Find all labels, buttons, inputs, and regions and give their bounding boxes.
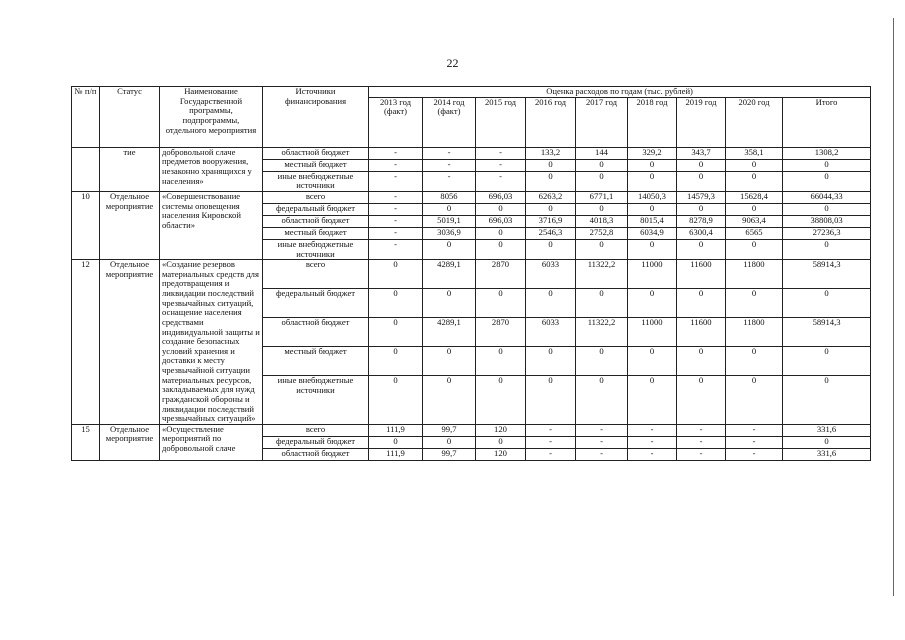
header-year: 2013 год (факт) bbox=[369, 97, 423, 147]
row-value-cell: 358,1 bbox=[726, 147, 783, 159]
row-value-cell: 329,2 bbox=[628, 147, 677, 159]
row-source: областной бюджет bbox=[263, 147, 369, 159]
row-value-cell: 0 bbox=[726, 375, 783, 424]
row-total-cell: 0 bbox=[783, 436, 871, 448]
row-total-cell: 0 bbox=[783, 171, 871, 191]
header-year: 2018 год bbox=[628, 97, 677, 147]
row-value-cell: - bbox=[369, 227, 423, 239]
row-value-cell: 111,9 bbox=[369, 448, 423, 460]
row-value-cell: 0 bbox=[476, 289, 526, 318]
row-source: иные внебюджетные источники bbox=[263, 375, 369, 424]
row-value-cell: 6771,1 bbox=[576, 191, 628, 203]
row-value-cell: 120 bbox=[476, 424, 526, 436]
row-value-cell: 111,9 bbox=[369, 424, 423, 436]
header-year: 2020 год bbox=[726, 97, 783, 147]
row-value-cell: - bbox=[476, 147, 526, 159]
row-value-cell: 0 bbox=[476, 227, 526, 239]
row-value-cell: 0 bbox=[369, 289, 423, 318]
row-total-cell: 38808,03 bbox=[783, 215, 871, 227]
row-value-cell: 99,7 bbox=[423, 448, 476, 460]
row-value-cell: 0 bbox=[576, 375, 628, 424]
row-value-cell: 0 bbox=[726, 203, 783, 215]
row-value-cell: - bbox=[423, 159, 476, 171]
row-value-cell: 8015,4 bbox=[628, 215, 677, 227]
row-total-cell: 58914,3 bbox=[783, 318, 871, 347]
row-value-cell: - bbox=[423, 171, 476, 191]
row-source: местный бюджет bbox=[263, 346, 369, 375]
row-source: иные внебюджетные источники bbox=[263, 239, 369, 259]
row-value-cell: 0 bbox=[526, 375, 576, 424]
row-source: федеральный бюджет bbox=[263, 203, 369, 215]
row-value-cell: 3036,9 bbox=[423, 227, 476, 239]
row-value-cell: - bbox=[369, 239, 423, 259]
row-value-cell: 0 bbox=[476, 375, 526, 424]
row-value-cell: 0 bbox=[726, 171, 783, 191]
row-value-cell: 0 bbox=[369, 260, 423, 289]
row-value-cell: 0 bbox=[476, 203, 526, 215]
row-value-cell: 0 bbox=[476, 346, 526, 375]
row-program-name: добровольной слаче предметов вооружения, незаконно хранящихся у населения» bbox=[160, 147, 263, 191]
row-value-cell: 0 bbox=[576, 239, 628, 259]
row-value-cell: - bbox=[369, 159, 423, 171]
row-value-cell: - bbox=[677, 448, 726, 460]
row-total-cell: 331,6 bbox=[783, 424, 871, 436]
row-value-cell: - bbox=[369, 171, 423, 191]
row-value-cell: 0 bbox=[726, 346, 783, 375]
row-value-cell: 14579,3 bbox=[677, 191, 726, 203]
row-value-cell: 0 bbox=[677, 159, 726, 171]
row-source: федеральный бюджет bbox=[263, 436, 369, 448]
row-value-cell: 0 bbox=[628, 289, 677, 318]
row-value-cell: - bbox=[369, 203, 423, 215]
row-total-cell: 0 bbox=[783, 346, 871, 375]
row-value-cell: 11800 bbox=[726, 318, 783, 347]
row-number bbox=[72, 147, 100, 191]
row-value-cell: - bbox=[526, 436, 576, 448]
row-value-cell: 8278,9 bbox=[677, 215, 726, 227]
table-body bbox=[72, 147, 871, 460]
row-total-cell: 331,6 bbox=[783, 448, 871, 460]
row-value-cell: 144 bbox=[576, 147, 628, 159]
header-year: 2015 год bbox=[476, 97, 526, 147]
row-value-cell: 6034,9 bbox=[628, 227, 677, 239]
row-total-cell: 0 bbox=[783, 289, 871, 318]
row-value-cell: 0 bbox=[726, 289, 783, 318]
row-value-cell: 133,2 bbox=[526, 147, 576, 159]
header-estimate: Оценка расходов по годам (тыс. рублей) bbox=[369, 87, 871, 98]
header-program-name: Наименование Государственной программы, подпрограммы, отдельного мероприятия bbox=[160, 87, 263, 148]
row-value-cell: - bbox=[369, 147, 423, 159]
row-value-cell: 0 bbox=[628, 375, 677, 424]
row-value-cell: 0 bbox=[423, 375, 476, 424]
row-source: областной бюджет bbox=[263, 318, 369, 347]
row-value-cell: 0 bbox=[576, 346, 628, 375]
row-value-cell: 0 bbox=[526, 346, 576, 375]
row-value-cell: 9063,4 bbox=[726, 215, 783, 227]
row-value-cell: 0 bbox=[423, 346, 476, 375]
row-value-cell: 0 bbox=[369, 346, 423, 375]
row-status: тие bbox=[100, 147, 160, 191]
header-year: 2016 год bbox=[526, 97, 576, 147]
row-program-name: «Осуществление мероприятий по добровольной слаче bbox=[160, 424, 263, 460]
row-value-cell: 0 bbox=[677, 171, 726, 191]
row-value-cell: 3716,9 bbox=[526, 215, 576, 227]
row-value-cell: 0 bbox=[576, 289, 628, 318]
row-program-name: «Создание резервов материальных средств для предотвращения и ликвидации последствий чрезвычайных ситуаций, оснащение населения средствами индивидуальной защиты и создание безопасных условий хранения и доставки к месту чрезвычайной ситуации материальных ресурсов, закладываемых для нужд гражданской обороны и ликвидации последствий чрезвычайных ситуаций» bbox=[160, 260, 263, 425]
row-total-cell: 66044,33 bbox=[783, 191, 871, 203]
row-status: Отдельное мероприятие bbox=[100, 191, 160, 259]
row-value-cell: 0 bbox=[576, 171, 628, 191]
row-value-cell: 0 bbox=[677, 375, 726, 424]
scan-edge-line bbox=[893, 18, 894, 596]
row-status: Отдельное мероприятие bbox=[100, 424, 160, 460]
row-value-cell: - bbox=[628, 448, 677, 460]
row-number: 10 bbox=[72, 191, 100, 259]
row-value-cell: 0 bbox=[576, 159, 628, 171]
row-value-cell: - bbox=[726, 448, 783, 460]
row-value-cell: 0 bbox=[628, 346, 677, 375]
row-value-cell: - bbox=[423, 147, 476, 159]
row-value-cell: 14050,3 bbox=[628, 191, 677, 203]
row-value-cell: 0 bbox=[476, 436, 526, 448]
row-value-cell: 2870 bbox=[476, 260, 526, 289]
row-value-cell: 0 bbox=[476, 239, 526, 259]
row-value-cell: 99,7 bbox=[423, 424, 476, 436]
row-value-cell: - bbox=[526, 448, 576, 460]
row-source: областной бюджет bbox=[263, 215, 369, 227]
row-value-cell: 11000 bbox=[628, 318, 677, 347]
row-value-cell: 0 bbox=[628, 239, 677, 259]
row-value-cell: 8056 bbox=[423, 191, 476, 203]
row-source: областной бюджет bbox=[263, 448, 369, 460]
row-total-cell: 1308,2 bbox=[783, 147, 871, 159]
table-row bbox=[72, 147, 871, 159]
row-total-cell: 58914,3 bbox=[783, 260, 871, 289]
header-year: 2017 год bbox=[576, 97, 628, 147]
row-value-cell: - bbox=[369, 215, 423, 227]
row-value-cell: - bbox=[628, 436, 677, 448]
row-value-cell: - bbox=[576, 424, 628, 436]
row-value-cell: 2870 bbox=[476, 318, 526, 347]
row-total-cell: 27236,3 bbox=[783, 227, 871, 239]
row-value-cell: 11322,2 bbox=[576, 260, 628, 289]
row-value-cell: - bbox=[476, 171, 526, 191]
row-number: 15 bbox=[72, 424, 100, 460]
row-total-cell: 0 bbox=[783, 239, 871, 259]
row-value-cell: 0 bbox=[423, 239, 476, 259]
row-value-cell: 120 bbox=[476, 448, 526, 460]
row-total-cell: 0 bbox=[783, 375, 871, 424]
row-value-cell: 6263,2 bbox=[526, 191, 576, 203]
row-value-cell: - bbox=[369, 191, 423, 203]
row-value-cell: 0 bbox=[526, 159, 576, 171]
table-row bbox=[72, 424, 871, 436]
row-value-cell: - bbox=[677, 436, 726, 448]
row-value-cell: 0 bbox=[726, 239, 783, 259]
row-value-cell: 11800 bbox=[726, 260, 783, 289]
row-value-cell: 0 bbox=[576, 203, 628, 215]
row-value-cell: 343,7 bbox=[677, 147, 726, 159]
row-source: местный бюджет bbox=[263, 159, 369, 171]
row-value-cell: - bbox=[526, 424, 576, 436]
row-value-cell: 15628,4 bbox=[726, 191, 783, 203]
row-value-cell: 0 bbox=[628, 159, 677, 171]
row-value-cell: 0 bbox=[677, 346, 726, 375]
row-value-cell: - bbox=[726, 436, 783, 448]
header-status: Статус bbox=[100, 87, 160, 148]
row-value-cell: 0 bbox=[628, 203, 677, 215]
header-year: 2019 год bbox=[677, 97, 726, 147]
row-value-cell: 0 bbox=[726, 159, 783, 171]
row-value-cell: 0 bbox=[526, 171, 576, 191]
row-source: всего bbox=[263, 260, 369, 289]
row-total-cell: 0 bbox=[783, 159, 871, 171]
row-value-cell: 2546,3 bbox=[526, 227, 576, 239]
row-value-cell: 5019,1 bbox=[423, 215, 476, 227]
row-value-cell: - bbox=[476, 159, 526, 171]
row-value-cell: 4018,3 bbox=[576, 215, 628, 227]
header-sources: Источники финансирования bbox=[263, 87, 369, 148]
row-value-cell: 11322,2 bbox=[576, 318, 628, 347]
row-value-cell: 0 bbox=[526, 203, 576, 215]
row-source: всего bbox=[263, 191, 369, 203]
row-value-cell: 0 bbox=[369, 436, 423, 448]
row-value-cell: - bbox=[677, 424, 726, 436]
row-source: всего bbox=[263, 424, 369, 436]
row-value-cell: 11000 bbox=[628, 260, 677, 289]
row-value-cell: - bbox=[576, 436, 628, 448]
row-number: 12 bbox=[72, 260, 100, 425]
row-value-cell: 0 bbox=[423, 203, 476, 215]
row-source: местный бюджет bbox=[263, 227, 369, 239]
row-value-cell: 2752,8 bbox=[576, 227, 628, 239]
row-value-cell: 6300,4 bbox=[677, 227, 726, 239]
row-value-cell: 11600 bbox=[677, 318, 726, 347]
row-total-cell: 0 bbox=[783, 203, 871, 215]
row-value-cell: 6033 bbox=[526, 318, 576, 347]
row-value-cell: 0 bbox=[526, 239, 576, 259]
row-value-cell: 0 bbox=[526, 289, 576, 318]
row-value-cell: 11600 bbox=[677, 260, 726, 289]
row-program-name: «Совершенствование системы оповещения населения Кировской области» bbox=[160, 191, 263, 259]
row-value-cell: 696,03 bbox=[476, 191, 526, 203]
table-row bbox=[72, 191, 871, 203]
row-value-cell: 0 bbox=[677, 239, 726, 259]
row-status: Отдельное мероприятие bbox=[100, 260, 160, 425]
row-value-cell: 0 bbox=[423, 436, 476, 448]
row-value-cell: 696,03 bbox=[476, 215, 526, 227]
table-row bbox=[72, 260, 871, 289]
row-value-cell: 0 bbox=[677, 203, 726, 215]
header-total: Итого bbox=[783, 97, 871, 147]
row-value-cell: 4289,1 bbox=[423, 318, 476, 347]
row-value-cell: 0 bbox=[628, 171, 677, 191]
header-no: № п/п bbox=[72, 87, 100, 148]
row-value-cell: 4289,1 bbox=[423, 260, 476, 289]
row-value-cell: - bbox=[628, 424, 677, 436]
row-source: федеральный бюджет bbox=[263, 289, 369, 318]
header-year: 2014 год (факт) bbox=[423, 97, 476, 147]
row-value-cell: 6565 bbox=[726, 227, 783, 239]
row-value-cell: 6033 bbox=[526, 260, 576, 289]
row-value-cell: 0 bbox=[369, 318, 423, 347]
page-number: 22 bbox=[446, 56, 459, 70]
expenditure-table bbox=[71, 86, 871, 461]
row-value-cell: 0 bbox=[677, 289, 726, 318]
row-value-cell: - bbox=[726, 424, 783, 436]
row-value-cell: 0 bbox=[423, 289, 476, 318]
row-value-cell: - bbox=[576, 448, 628, 460]
row-source: иные внебюджетные источники bbox=[263, 171, 369, 191]
row-value-cell: 0 bbox=[369, 375, 423, 424]
